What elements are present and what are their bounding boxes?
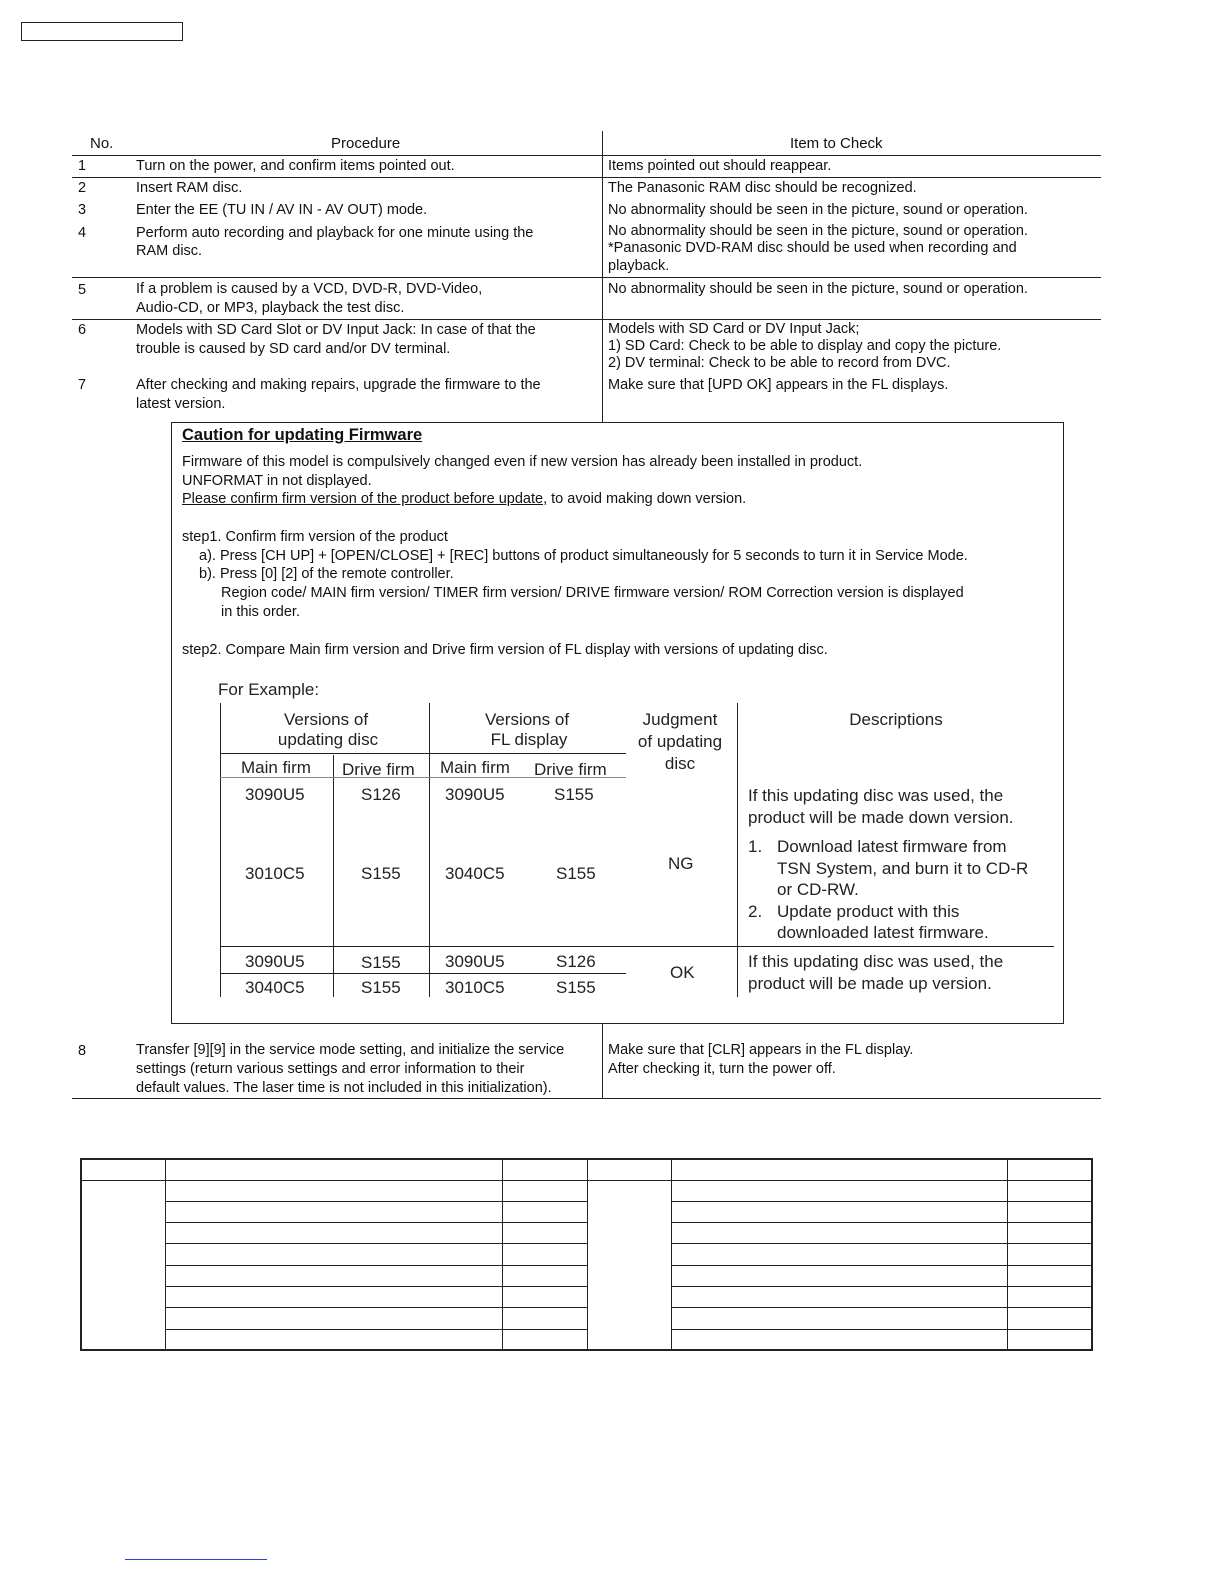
row-7-procedure: After checking and making repairs, upgrade the firmware to the [136,377,541,393]
ex-row-1-disc-drive: S126 [361,785,401,804]
step1-b: b). Press [0] [2] of the remote controller. [199,566,454,582]
row-4-no: 4 [78,225,87,241]
ex-desc-ng-2-num: 1. [748,837,763,856]
row-8-item: Make sure that [CLR] appears in the FL display. [608,1042,914,1058]
ex-header-judgment-1: Judgment [642,710,718,729]
grid-vline [502,1158,503,1350]
caution-line-2: UNFORMAT in not displayed. [182,473,372,489]
caution-line-3-rest: to avoid making down version. [547,491,747,507]
row-6-no: 6 [78,322,87,338]
ex-row-3-fl-drive: S126 [556,952,596,971]
row-2-procedure: Insert RAM disc. [136,180,243,196]
row-6-procedure: trouble is caused by SD card and/or DV terminal. [136,341,451,357]
row-8-procedure: Transfer [9][9] in the service mode setting, and initialize the service [136,1042,565,1058]
ex-row-3-disc-main: 3090U5 [245,952,305,971]
grid-hline [671,1243,1093,1244]
row-line [72,1098,1101,1099]
ex-desc-ng-1b: product will be made down version. [748,808,1014,827]
ex-sub-main-1: Main firm [241,758,311,777]
row-1-item: Items pointed out should reappear. [608,158,832,174]
header-item-to-check: Item to Check [790,135,883,152]
row-7-no: 7 [78,377,87,393]
ex-sub-main-2: Main firm [440,758,510,777]
ex-vline [220,703,221,997]
ex-header-judgment-2: of updating [637,732,723,751]
ex-row-1-fl-drive: S155 [554,785,594,804]
step1-title: step1. Confirm firm version of the product [182,529,448,545]
step2-title: step2. Compare Main firm version and Drive firm version of FL display with versions of updating disc. [182,642,828,658]
ex-judgment-ok: OK [670,963,695,982]
row-line [72,277,1101,278]
ex-row-3-disc-drive: S155 [361,953,401,972]
ex-sub-drive-1: Drive firm [342,760,415,779]
ex-header-descriptions: Descriptions [849,710,943,729]
ex-row-2-disc-main: 3010C5 [245,864,305,883]
ex-row-4-disc-main: 3040C5 [245,978,305,997]
ex-header-judgment-3: disc [664,754,696,773]
ex-sub-drive-2: Drive firm [534,760,607,779]
ex-judgment-ng: NG [668,854,694,873]
ex-desc-ng-2a: Download latest firmware from [777,837,1007,856]
row-3-procedure: Enter the EE (TU IN / AV IN - AV OUT) mode. [136,202,428,218]
caution-line-3 [182,490,746,509]
row-7-item: Make sure that [UPD OK] appears in the FL displays. [608,377,949,393]
header-procedure: Procedure [331,135,401,152]
ex-desc-ng-2c: or CD-RW. [777,880,859,899]
row-4-procedure: Perform auto recording and playback for one minute using the [136,225,534,241]
grid-hline [671,1329,1093,1330]
grid-hline [671,1222,1093,1223]
row-6-procedure: Models with SD Card Slot or DV Input Jack: In case of that the [136,322,536,338]
grid-hline [165,1201,587,1202]
grid-hline [165,1243,587,1244]
ex-desc-ng-2b: TSN System, and burn it to CD-R [777,859,1029,878]
ex-header-fl-1: Versions of [484,710,570,729]
row-5-no: 5 [78,282,87,298]
ex-header-disc-1: Versions of [283,710,369,729]
caution-line-3-underlined: Please confirm firm version of the product before update, [182,491,548,507]
row-8-procedure: default values. The laser time is not included in this initialization). [136,1080,552,1096]
row-6-item: 1) SD Card: Check to be able to display and copy the picture. [608,338,1002,354]
ex-row-1-disc-main: 3090U5 [245,785,305,804]
ex-row-3-fl-main: 3090U5 [445,952,505,971]
ex-header-disc-2: updating disc [277,730,379,749]
ex-row-2-fl-drive: S155 [556,864,596,883]
ex-row-1-fl-main: 3090U5 [445,785,505,804]
grid-hline [671,1286,1093,1287]
ex-row-2-fl-main: 3040C5 [445,864,505,883]
grid-hline [165,1307,587,1308]
row-2-item: The Panasonic RAM disc should be recognized. [608,180,917,196]
grid-vline [671,1158,672,1350]
grid-hline [165,1222,587,1223]
caution-title: Caution for updating Firmware [182,426,423,444]
step1-b-detail-2: in this order. [221,604,300,620]
ex-hline [220,973,626,974]
row-1-procedure: Turn on the power, and confirm items pointed out. [136,158,455,174]
grid-hline [671,1307,1093,1308]
ex-desc-ok-a: If this updating disc was used, the [748,952,1004,971]
ex-desc-ng-3a: Update product with this [777,902,960,921]
ex-desc-ok-b: product will be made up version. [748,974,992,993]
header-no: No. [90,135,114,152]
ex-row-2-disc-drive: S155 [361,864,401,883]
row-8-no: 8 [78,1043,87,1059]
row-5-procedure: If a problem is caused by a VCD, DVD-R, DVD-Video, [136,281,483,297]
row-8-item: After checking it, turn the power off. [608,1061,836,1077]
grid-hline [165,1286,587,1287]
ex-vline [333,755,334,997]
row-4-item: No abnormality should be seen in the picture, sound or operation. [608,223,1028,239]
grid-hline [165,1329,587,1330]
row-3-item: No abnormality should be seen in the picture, sound or operation. [608,202,1028,218]
grid-hline [165,1265,587,1266]
row-6-item: 2) DV terminal: Check to be able to record from DVC. [608,355,951,371]
caution-line-1: Firmware of this model is compulsively changed even if new version has already been installed in product. [182,454,863,470]
row-line [72,155,1101,156]
ex-desc-ng-3b: downloaded latest firmware. [777,923,989,942]
row-8-procedure: settings (return various settings and error information to their [136,1061,525,1077]
row-line [72,177,1101,178]
ex-row-4-fl-drive: S155 [556,978,596,997]
row-4-item: playback. [608,258,670,274]
row-6-item: Models with SD Card or DV Input Jack; [608,321,860,337]
ex-header-fl-2: FL display [490,730,568,749]
grid-hline [671,1265,1093,1266]
example-label: For Example: [218,680,320,699]
row-line [72,319,1101,320]
grid-vline [1007,1158,1008,1350]
row-2-no: 2 [78,180,87,196]
grid-hline [80,1180,1093,1181]
ex-desc-ng-3-num: 2. [748,902,763,921]
column-divider-bottom [602,1023,603,1098]
grid-vline [165,1158,166,1350]
row-5-item: No abnormality should be seen in the picture, sound or operation. [608,281,1028,297]
ex-desc-ng-1a: If this updating disc was used, the [748,786,1004,805]
row-7-procedure: latest version. [136,396,226,412]
row-1-no: 1 [78,158,87,174]
ex-row-4-disc-drive: S155 [361,978,401,997]
row-4-item: *Panasonic DVD-RAM disc should be used when recording and [608,240,1017,256]
grid-hline [671,1201,1093,1202]
step1-b-detail-1: Region code/ MAIN firm version/ TIMER firm version/ DRIVE firmware version/ ROM Correction version is displayed [221,585,964,601]
grid-vline [587,1158,588,1350]
row-5-procedure: Audio-CD, or MP3, playback the test disc. [136,300,405,316]
header-box [21,22,183,41]
footer-link-underline [125,1559,267,1560]
step1-a: a). Press [CH UP] + [OPEN/CLOSE] + [REC] buttons of product simultaneously for 5 seconds to turn it in Service Mode. [199,548,968,564]
ex-row-4-fl-main: 3010C5 [445,978,505,997]
row-4-procedure: RAM disc. [136,243,203,259]
ex-hline [220,946,1054,947]
row-3-no: 3 [78,202,87,218]
ex-hline [220,753,626,754]
